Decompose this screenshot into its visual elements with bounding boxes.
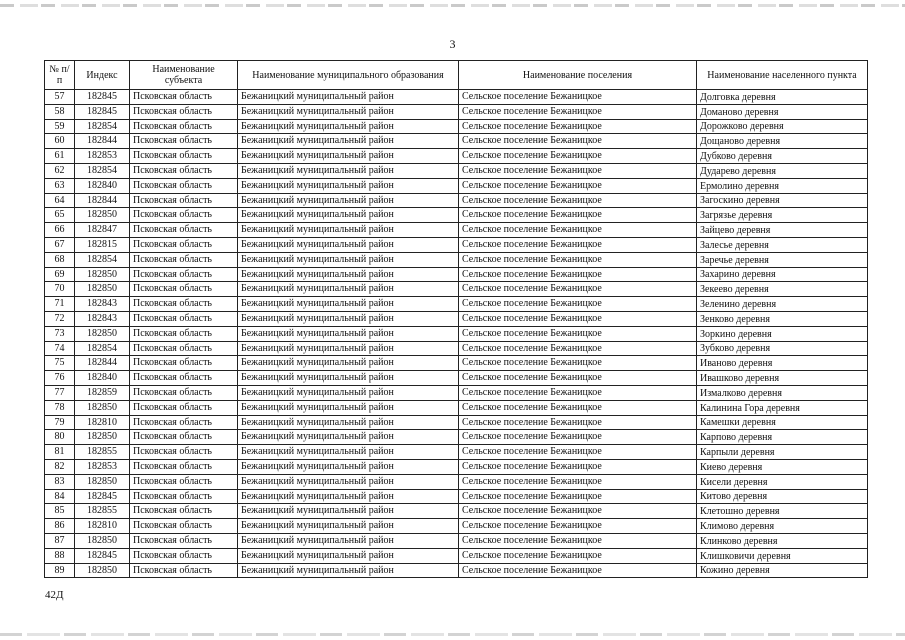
cell-settlement: Сельское поселение Бежаницкое: [459, 193, 697, 208]
cell-subject: Псковская область: [130, 282, 238, 297]
cell-number: 69: [45, 267, 75, 282]
cell-locality: Загрязье деревня: [697, 208, 868, 223]
cell-settlement: Сельское поселение Бежаницкое: [459, 474, 697, 489]
cell-settlement: Сельское поселение Бежаницкое: [459, 519, 697, 534]
cell-index: 182859: [75, 385, 130, 400]
cell-settlement: Сельское поселение Бежаницкое: [459, 282, 697, 297]
table-row: [45, 371, 868, 386]
header-locality: Наименование населенного пункта: [697, 61, 868, 90]
cell-municipality: Бежаницкий муниципальный район: [238, 237, 459, 252]
cell-settlement: Сельское поселение Бежаницкое: [459, 163, 697, 178]
footer-code: 42Д: [45, 589, 64, 601]
table-row: [45, 163, 868, 178]
header-number: № п/п: [45, 61, 75, 90]
cell-subject: Псковская область: [130, 134, 238, 149]
table-row: [45, 474, 868, 489]
cell-subject: Псковская область: [130, 326, 238, 341]
cell-subject: Псковская область: [130, 149, 238, 164]
table-row: [45, 282, 868, 297]
cell-locality: Камешки деревня: [697, 415, 868, 430]
cell-locality: Измалково деревня: [697, 385, 868, 400]
cell-municipality: Бежаницкий муниципальный район: [238, 474, 459, 489]
cell-index: 182850: [75, 326, 130, 341]
table-row: [45, 519, 868, 534]
cell-locality: Ермолино деревня: [697, 178, 868, 193]
table-body: [45, 90, 868, 578]
cell-subject: Псковская область: [130, 474, 238, 489]
table-row: [45, 341, 868, 356]
cell-index: 182850: [75, 474, 130, 489]
cell-settlement: Сельское поселение Бежаницкое: [459, 459, 697, 474]
cell-municipality: Бежаницкий муниципальный район: [238, 90, 459, 105]
cell-subject: Псковская область: [130, 385, 238, 400]
cell-locality: Клишковичи деревня: [697, 548, 868, 563]
cell-index: 182815: [75, 237, 130, 252]
table-row: [45, 415, 868, 430]
cell-index: 182850: [75, 563, 130, 578]
cell-municipality: Бежаницкий муниципальный район: [238, 297, 459, 312]
cell-municipality: Бежаницкий муниципальный район: [238, 178, 459, 193]
cell-number: 59: [45, 119, 75, 134]
cell-number: 74: [45, 341, 75, 356]
cell-municipality: Бежаницкий муниципальный район: [238, 400, 459, 415]
header-subject: Наименование субъекта: [130, 61, 238, 90]
cell-settlement: Сельское поселение Бежаницкое: [459, 134, 697, 149]
cell-subject: Псковская область: [130, 163, 238, 178]
cell-settlement: Сельское поселение Бежаницкое: [459, 430, 697, 445]
cell-municipality: Бежаницкий муниципальный район: [238, 326, 459, 341]
cell-number: 71: [45, 297, 75, 312]
cell-settlement: Сельское поселение Бежаницкое: [459, 208, 697, 223]
cell-settlement: Сельское поселение Бежаницкое: [459, 489, 697, 504]
cell-settlement: Сельское поселение Бежаницкое: [459, 341, 697, 356]
cell-index: 182850: [75, 208, 130, 223]
cell-subject: Псковская область: [130, 371, 238, 386]
cell-municipality: Бежаницкий муниципальный район: [238, 341, 459, 356]
cell-locality: Дорожково деревня: [697, 119, 868, 134]
cell-number: 78: [45, 400, 75, 415]
cell-subject: Псковская область: [130, 193, 238, 208]
cell-number: 58: [45, 104, 75, 119]
cell-municipality: Бежаницкий муниципальный район: [238, 193, 459, 208]
cell-number: 60: [45, 134, 75, 149]
cell-locality: Дощаново деревня: [697, 134, 868, 149]
cell-settlement: Сельское поселение Бежаницкое: [459, 119, 697, 134]
cell-number: 80: [45, 430, 75, 445]
cell-municipality: Бежаницкий муниципальный район: [238, 282, 459, 297]
cell-index: 182844: [75, 193, 130, 208]
cell-locality: Киево деревня: [697, 459, 868, 474]
cell-index: 182843: [75, 311, 130, 326]
cell-subject: Псковская область: [130, 430, 238, 445]
cell-locality: Калинина Гора деревня: [697, 400, 868, 415]
cell-municipality: Бежаницкий муниципальный район: [238, 119, 459, 134]
table-row: [45, 504, 868, 519]
cell-index: 182854: [75, 252, 130, 267]
cell-settlement: Сельское поселение Бежаницкое: [459, 311, 697, 326]
cell-settlement: Сельское поселение Бежаницкое: [459, 326, 697, 341]
table-row: [45, 563, 868, 578]
cell-index: 182855: [75, 445, 130, 460]
cell-settlement: Сельское поселение Бежаницкое: [459, 252, 697, 267]
cell-number: 63: [45, 178, 75, 193]
cell-settlement: Сельское поселение Бежаницкое: [459, 371, 697, 386]
cell-number: 87: [45, 533, 75, 548]
cell-subject: Псковская область: [130, 504, 238, 519]
cell-number: 89: [45, 563, 75, 578]
cell-subject: Псковская область: [130, 489, 238, 504]
cell-municipality: Бежаницкий муниципальный район: [238, 533, 459, 548]
cell-locality: Заречье деревня: [697, 252, 868, 267]
cell-subject: Псковская область: [130, 548, 238, 563]
cell-subject: Псковская область: [130, 297, 238, 312]
scan-artifact-bottom: [0, 633, 905, 636]
table-row: [45, 489, 868, 504]
cell-number: 65: [45, 208, 75, 223]
table-row: [45, 459, 868, 474]
cell-municipality: Бежаницкий муниципальный район: [238, 445, 459, 460]
table-row: [45, 356, 868, 371]
cell-subject: Псковская область: [130, 341, 238, 356]
cell-settlement: Сельское поселение Бежаницкое: [459, 104, 697, 119]
cell-locality: Доманово деревня: [697, 104, 868, 119]
cell-subject: Псковская область: [130, 445, 238, 460]
cell-locality: Долговка деревня: [697, 90, 868, 105]
table-row: [45, 430, 868, 445]
cell-index: 182855: [75, 504, 130, 519]
cell-locality: Залесье деревня: [697, 237, 868, 252]
cell-municipality: Бежаницкий муниципальный район: [238, 252, 459, 267]
cell-number: 68: [45, 252, 75, 267]
cell-municipality: Бежаницкий муниципальный район: [238, 134, 459, 149]
cell-settlement: Сельское поселение Бежаницкое: [459, 223, 697, 238]
cell-index: 182853: [75, 149, 130, 164]
cell-settlement: Сельское поселение Бежаницкое: [459, 533, 697, 548]
cell-number: 66: [45, 223, 75, 238]
table-row: [45, 252, 868, 267]
cell-number: 86: [45, 519, 75, 534]
cell-index: 182850: [75, 400, 130, 415]
cell-settlement: Сельское поселение Бежаницкое: [459, 504, 697, 519]
table-row: [45, 149, 868, 164]
cell-settlement: Сельское поселение Бежаницкое: [459, 563, 697, 578]
cell-locality: Дударево деревня: [697, 163, 868, 178]
cell-number: 83: [45, 474, 75, 489]
cell-index: 182840: [75, 178, 130, 193]
cell-locality: Карпово деревня: [697, 430, 868, 445]
cell-locality: Дубково деревня: [697, 149, 868, 164]
cell-index: 182847: [75, 223, 130, 238]
cell-municipality: Бежаницкий муниципальный район: [238, 223, 459, 238]
cell-subject: Псковская область: [130, 252, 238, 267]
cell-locality: Зекеево деревня: [697, 282, 868, 297]
cell-index: 182845: [75, 90, 130, 105]
table-row: [45, 208, 868, 223]
cell-locality: Ивашково деревня: [697, 371, 868, 386]
cell-number: 84: [45, 489, 75, 504]
cell-locality: Клетошно деревня: [697, 504, 868, 519]
header-settlement: Наименование поселения: [459, 61, 697, 90]
cell-settlement: Сельское поселение Бежаницкое: [459, 149, 697, 164]
cell-subject: Псковская область: [130, 223, 238, 238]
cell-number: 64: [45, 193, 75, 208]
table-row: [45, 445, 868, 460]
cell-index: 182850: [75, 267, 130, 282]
cell-index: 182844: [75, 134, 130, 149]
cell-subject: Псковская область: [130, 563, 238, 578]
cell-subject: Псковская область: [130, 119, 238, 134]
cell-municipality: Бежаницкий муниципальный район: [238, 356, 459, 371]
cell-index: 182850: [75, 533, 130, 548]
cell-number: 62: [45, 163, 75, 178]
cell-municipality: Бежаницкий муниципальный район: [238, 208, 459, 223]
cell-municipality: Бежаницкий муниципальный район: [238, 430, 459, 445]
cell-subject: Псковская область: [130, 400, 238, 415]
cell-index: 182850: [75, 282, 130, 297]
cell-subject: Псковская область: [130, 311, 238, 326]
table-row: [45, 223, 868, 238]
cell-municipality: Бежаницкий муниципальный район: [238, 149, 459, 164]
cell-settlement: Сельское поселение Бежаницкое: [459, 400, 697, 415]
cell-municipality: Бежаницкий муниципальный район: [238, 563, 459, 578]
table-row: [45, 134, 868, 149]
cell-settlement: Сельское поселение Бежаницкое: [459, 237, 697, 252]
cell-number: 76: [45, 371, 75, 386]
cell-municipality: Бежаницкий муниципальный район: [238, 311, 459, 326]
cell-locality: Зоркино деревня: [697, 326, 868, 341]
cell-index: 182845: [75, 489, 130, 504]
cell-settlement: Сельское поселение Бежаницкое: [459, 267, 697, 282]
settlements-table: [44, 60, 868, 578]
header-municipality: Наименование муниципального образования: [238, 61, 459, 90]
cell-locality: Климово деревня: [697, 519, 868, 534]
cell-index: 182845: [75, 548, 130, 563]
table-row: [45, 237, 868, 252]
cell-subject: Псковская область: [130, 356, 238, 371]
cell-locality: Кисели деревня: [697, 474, 868, 489]
cell-settlement: Сельское поселение Бежаницкое: [459, 548, 697, 563]
cell-locality: Кожино деревня: [697, 563, 868, 578]
table-row: [45, 193, 868, 208]
cell-locality: Зенково деревня: [697, 311, 868, 326]
cell-index: 182810: [75, 415, 130, 430]
cell-index: 182850: [75, 430, 130, 445]
cell-settlement: Сельское поселение Бежаницкое: [459, 445, 697, 460]
scan-artifact-top: [0, 4, 905, 7]
cell-settlement: Сельское поселение Бежаницкое: [459, 297, 697, 312]
table-row: [45, 326, 868, 341]
cell-index: 182854: [75, 163, 130, 178]
cell-number: 73: [45, 326, 75, 341]
cell-subject: Псковская область: [130, 267, 238, 282]
cell-subject: Псковская область: [130, 519, 238, 534]
table-row: [45, 385, 868, 400]
cell-settlement: Сельское поселение Бежаницкое: [459, 415, 697, 430]
cell-index: 182854: [75, 341, 130, 356]
cell-settlement: Сельское поселение Бежаницкое: [459, 356, 697, 371]
cell-subject: Псковская область: [130, 459, 238, 474]
cell-number: 81: [45, 445, 75, 460]
cell-locality: Карпыли деревня: [697, 445, 868, 460]
table-row: [45, 311, 868, 326]
table-row: [45, 119, 868, 134]
cell-number: 61: [45, 149, 75, 164]
cell-settlement: Сельское поселение Бежаницкое: [459, 178, 697, 193]
cell-municipality: Бежаницкий муниципальный район: [238, 163, 459, 178]
cell-subject: Псковская область: [130, 104, 238, 119]
cell-municipality: Бежаницкий муниципальный район: [238, 489, 459, 504]
cell-index: 182853: [75, 459, 130, 474]
table-row: [45, 548, 868, 563]
header-index: Индекс: [75, 61, 130, 90]
cell-settlement: Сельское поселение Бежаницкое: [459, 90, 697, 105]
cell-municipality: Бежаницкий муниципальный район: [238, 385, 459, 400]
cell-subject: Псковская область: [130, 533, 238, 548]
cell-subject: Псковская область: [130, 90, 238, 105]
cell-index: 182840: [75, 371, 130, 386]
table-header-row: [45, 61, 868, 90]
cell-municipality: Бежаницкий муниципальный район: [238, 504, 459, 519]
page-number: 3: [449, 37, 456, 51]
cell-index: 182854: [75, 119, 130, 134]
cell-subject: Псковская область: [130, 415, 238, 430]
cell-index: 182845: [75, 104, 130, 119]
cell-subject: Псковская область: [130, 178, 238, 193]
cell-number: 79: [45, 415, 75, 430]
cell-locality: Китово деревня: [697, 489, 868, 504]
cell-municipality: Бежаницкий муниципальный район: [238, 415, 459, 430]
cell-settlement: Сельское поселение Бежаницкое: [459, 385, 697, 400]
table-row: [45, 533, 868, 548]
table-row: [45, 90, 868, 105]
cell-number: 72: [45, 311, 75, 326]
cell-index: 182843: [75, 297, 130, 312]
cell-number: 67: [45, 237, 75, 252]
cell-locality: Иваново деревня: [697, 356, 868, 371]
table-row: [45, 297, 868, 312]
cell-number: 85: [45, 504, 75, 519]
cell-municipality: Бежаницкий муниципальный район: [238, 371, 459, 386]
cell-locality: Зеленино деревня: [697, 297, 868, 312]
cell-municipality: Бежаницкий муниципальный район: [238, 104, 459, 119]
cell-number: 88: [45, 548, 75, 563]
cell-locality: Загоскино деревня: [697, 193, 868, 208]
cell-municipality: Бежаницкий муниципальный район: [238, 267, 459, 282]
cell-subject: Псковская область: [130, 237, 238, 252]
cell-index: 182844: [75, 356, 130, 371]
cell-number: 77: [45, 385, 75, 400]
table-row: [45, 267, 868, 282]
cell-subject: Псковская область: [130, 208, 238, 223]
cell-number: 57: [45, 90, 75, 105]
cell-number: 75: [45, 356, 75, 371]
cell-locality: Зубково деревня: [697, 341, 868, 356]
cell-number: 70: [45, 282, 75, 297]
cell-locality: Зайцево деревня: [697, 223, 868, 238]
cell-locality: Захарино деревня: [697, 267, 868, 282]
table-row: [45, 400, 868, 415]
table-row: [45, 104, 868, 119]
cell-index: 182810: [75, 519, 130, 534]
cell-municipality: Бежаницкий муниципальный район: [238, 519, 459, 534]
cell-municipality: Бежаницкий муниципальный район: [238, 548, 459, 563]
cell-locality: Клинково деревня: [697, 533, 868, 548]
cell-number: 82: [45, 459, 75, 474]
table-row: [45, 178, 868, 193]
cell-municipality: Бежаницкий муниципальный район: [238, 459, 459, 474]
